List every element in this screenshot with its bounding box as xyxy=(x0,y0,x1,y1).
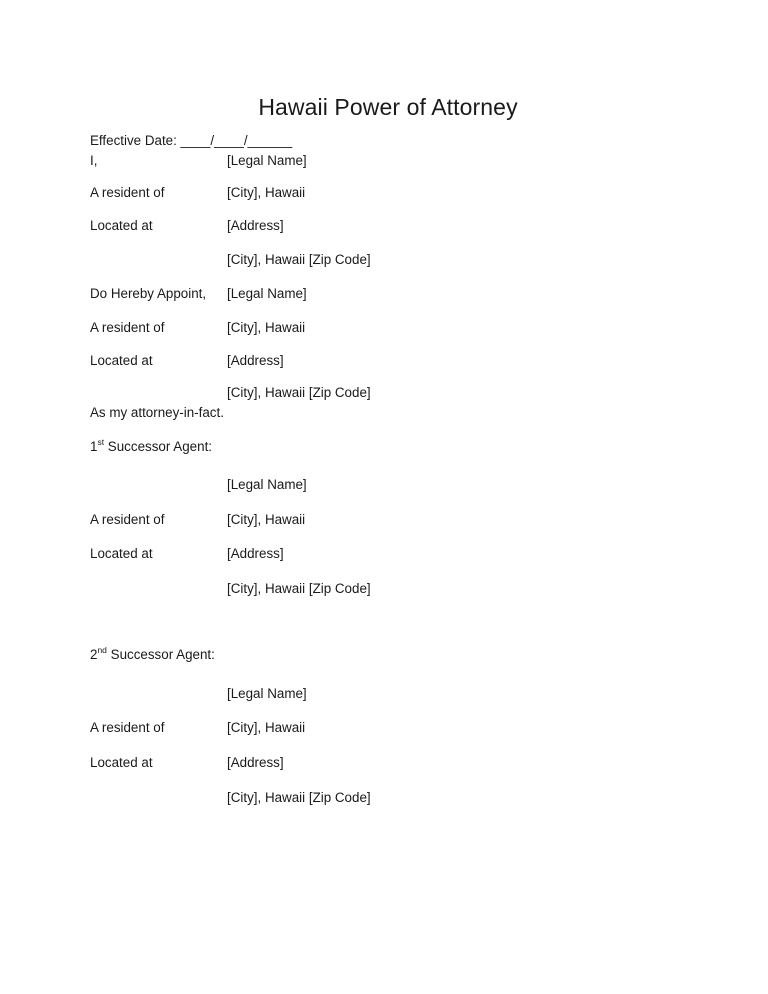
principal-name: [Legal Name] xyxy=(227,153,307,168)
successor-2-name: [Legal Name] xyxy=(227,686,307,701)
successor-2-ordinal-number: 2 xyxy=(90,647,98,662)
successor-2-ordinal-suffix: nd xyxy=(97,644,107,655)
agent-located-label: Located at xyxy=(90,353,153,368)
effective-date: Effective Date: ____/____/______ xyxy=(90,133,293,148)
successor-1-name: [Legal Name] xyxy=(227,477,307,492)
agent-resident-label: A resident of xyxy=(90,320,165,335)
agent-intro: Do Hereby Appoint, xyxy=(90,286,207,301)
successor-1-address: [Address] xyxy=(227,546,284,561)
successor-1-heading xyxy=(90,436,213,455)
successor-2-heading-text: Successor Agent: xyxy=(106,647,215,662)
principal-located-label: Located at xyxy=(90,218,153,233)
attorney-in-fact-statement: As my attorney-in-fact. xyxy=(90,405,224,420)
principal-resident-label: A resident of xyxy=(90,185,165,200)
principal-city-state: [City], Hawaii xyxy=(227,185,306,200)
successor-2-address: [Address] xyxy=(227,755,284,770)
agent-name: [Legal Name] xyxy=(227,286,307,301)
successor-2-located-label: Located at xyxy=(90,755,153,770)
successor-1-resident-label: A resident of xyxy=(90,512,165,527)
principal-intro: I, xyxy=(90,153,98,168)
successor-1-ordinal-suffix: st xyxy=(97,436,105,447)
successor-2-city-state: [City], Hawaii xyxy=(227,720,306,735)
agent-city-state: [City], Hawaii xyxy=(227,320,306,335)
successor-2-heading xyxy=(90,644,215,663)
principal-city-state-zip: [City], Hawaii [Zip Code] xyxy=(227,252,371,267)
principal-address: [Address] xyxy=(227,218,284,233)
successor-1-heading-text: Successor Agent: xyxy=(104,439,213,454)
successor-1-ordinal-number: 1 xyxy=(90,439,98,454)
agent-address: [Address] xyxy=(227,353,284,368)
successor-2-city-state-zip: [City], Hawaii [Zip Code] xyxy=(227,790,371,805)
agent-city-state-zip: [City], Hawaii [Zip Code] xyxy=(227,385,371,400)
successor-1-city-state: [City], Hawaii xyxy=(227,512,306,527)
successor-1-city-state-zip: [City], Hawaii [Zip Code] xyxy=(227,581,371,596)
document-title: Hawaii Power of Attorney xyxy=(258,94,518,120)
successor-2-resident-label: A resident of xyxy=(90,720,165,735)
successor-1-located-label: Located at xyxy=(90,546,153,561)
